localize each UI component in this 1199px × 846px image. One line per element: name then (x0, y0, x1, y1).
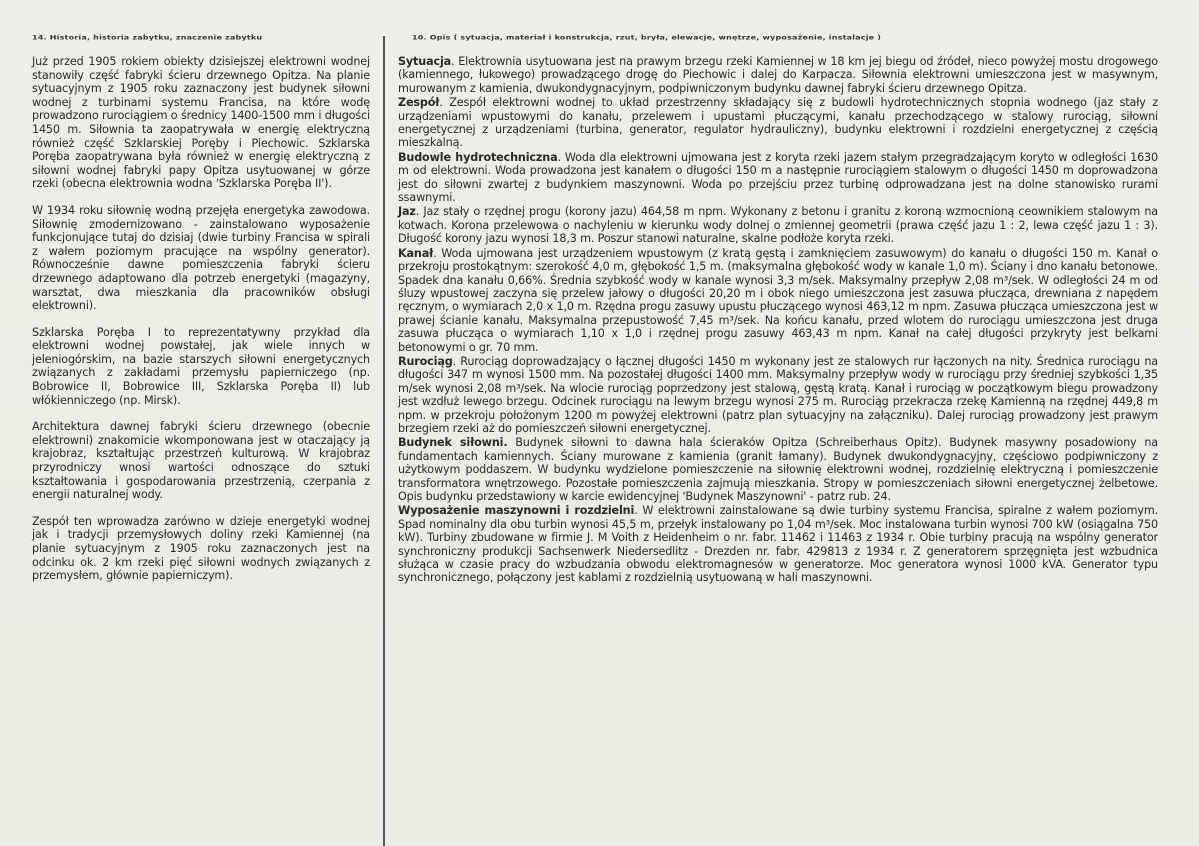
section-kanal (398, 247, 1158, 354)
section-text: . Rurociąg doprowadzający o łącznej długości 1450 m wykonany jest ze stalowych rur łączonych na nity. Średnica rurociągu na długości 347 m wynosi 1500 mm. Na pozostałej długości 1400 mm. Maksymalny przepływ wody w rurociągu przy średniej szybkości 1,35 m/sek wynosi 2,08 m³/sek. Na wlocie rurociąg poprzedzony jest stalową, gęstą kratą. Kanał i rurociąg w początkowym biegu prowadzony jest wzdłuż lewego brzegu. Odcinek rurociągu na lewym brzegu wynosi 275 m. Rurociąg przekracza rzekę Kamienną na rzędnej 449,8 m npm. w przekroju położonym 1200 m powyżej elektrowni (patrz plan sytuacyjny na załączniku). Dalej rurociąg prowadzony jest prawym brzegiem rzeki aż do pomieszczeń siłowni energetycznej. (398, 354, 1158, 435)
history-paragraph-3: Szklarska Poręba I to reprezentatywny przykład dla elektrowni wodnej powstałej, jak wiele innych w jeleniogórskim, na bazie starszych siłowni energetycznych związanych z zakładami przemysłu papierniczego (np. Bobrowice II, Bobrowice III, Szklarska Poręba II) lub włókienniczego (np. Mirsk). (32, 325, 370, 407)
section-wyposazenie (398, 504, 1158, 584)
history-paragraph-4: Architektura dawnej fabryki ścieru drzewnego (obecnie elektrowni) znakomicie wkomponowana jest w otaczający ją krajobraz, kształtując przestrzeń kulturową. W krajobraz przyrodniczy wnosi wartości odnoszące do sztuki kształtowania i gospodarowania przestrzenią, czerpania z energii naturalnej wody. (32, 420, 370, 502)
section-title: Zespół (398, 96, 440, 110)
section-title: Wyposażenie maszynowni i rozdzielni (398, 504, 635, 518)
section-title: Rurociąg (398, 354, 453, 368)
right-column-header: 10. Opis ( sytuacja, materiał i konstrukcja, rzut, bryła, elewacje, wnętrze, wyposażenie, instalacje ) (412, 34, 882, 41)
section-text: . W elektrowni zainstalowane są dwie turbiny systemu Francisa, spiralne z wałem poziomym. Spad nominalny dla obu turbin wynosi 45,5 m, przełyk instalowany po 1,04 m³/sek. Moc instalowana turbin wynosi 700 kW (osiągalna 750 kW). Turbiny zbudowane w firmie J. M Voith z Heidenheim o nr. fabr. 11462 i 11463 z 1934 r. Obie turbiny pracują na wspólny generator synchroniczny produkcji Sachsenwerk Niedersedlitz - Drezden nr. fabr. 429813 z 1934 r. Z generatorem sprzęgnięta jest wzbudnica służąca w czasie pracy do wzbudzania obwodu elektromagnesów w generatorze. Moc generatora wynosi 1000 kVA. Generator typu synchronicznego, połączony jest kablami z rozdzielnią usytuowaną w hali maszynowni. (398, 504, 1158, 585)
history-paragraph-5: Zespół ten wprowadza zarówno w dzieje energetyki wodnej jak i tradycji przemysłowych doliny rzeki Kamiennej (na planie sytuacyjnym z 1905 roku zaznaczonych jest na odcinku ok. 2 km rzeki pięć siłowni wodnych związanych z przemysłem, głównie papierniczym). (32, 514, 370, 583)
section-title: Sytuacja (398, 55, 452, 68)
section-title: Jaz (398, 205, 416, 219)
section-zespol (398, 96, 1158, 150)
section-jaz (398, 205, 1158, 245)
section-text: . Elektrownia usytuowana jest na prawym brzegu rzeki Kamiennej w 18 km jej biegu od źródeł, nieco powyżej mostu drogowego (kamiennego, łukowego) prowadzącego drogę do Piechowic i dalej do Karpacza. Siłownia elektrowni umieszczona jest w masywnym, murowanym z kamienia, dwukondygnacyjnym, podpiwniczonym budynku dawnej fabryki ścieru drzewnego Opitza. (398, 55, 1158, 95)
history-paragraph-1: Już przed 1905 rokiem obiekty dzisiejszej elektrowni wodnej stanowiły część fabryki ścieru drzewnego Opitza. Na planie sytuacyjnym z 1905 roku zaznaczony jest budynek siłowni wodnej z turbinami systemu Francisa, na które wodę prowadzono rurociągiem o średnicy 1400-1500 mm i długości 1450 m. Siłownia ta zaopatrywała w energię elektryczną również część Szklarskiej Poręby i Piechowic. Szklarska Poręba zaopatrywana była również w energię elektryczną z siłowni wodnej fabryki papy Opitza usytuowanej w górze rzeki (obecna elektrownia wodna 'Szklarska Poręba II'). (32, 55, 370, 191)
column-divider (383, 36, 385, 846)
section-text: . Woda ujmowana jest urządzeniem wpustowym (z kratą gęstą i zamknięciem zasuwowym) do kanału o długości 150 m. Kanał o przekroju prostokątnym: szerokość 4,0 m, głębokość 1,5 m. (maksymalna głębokość wody w kanale 1,0 m). Ściany i dno kanału betonowe. Spadek dna kanału 0,66%. Średnia szybkość wody w kanale wynosi 3,3 m/sek. Maksymalny przepływ 2,08 m³/sek. W odległości 24 m od śluzy wpustowej zaczyna się przelew jałowy o długości 20,20 m i obok niego umieszczona jest zasuwa płucząca, drewniana z napędem ręcznym, o wymiarach 2,0 x 1,0 m. Rzędna progu zasuwy upustu płuczącego wynosi 463,12 m npm. Zasuwa płucząca umieszczona jest w prawej ścianie kanału. Maksymalna przepustowość 7,45 m³/sek. Na końcu kanału, przed wlotem do rurociągu umieszczona jest druga zasuwa płucząca o wymiarach 1,10 x 1,0 i rzędnej progu zasuwy 463,43 m npm. Kanał na całej długości przykryty jest belkami betonowymi o gr. 70 mm. (398, 246, 1158, 354)
left-column (32, 34, 370, 596)
section-title: Budynek siłowni. (398, 436, 508, 450)
section-rurociag (398, 355, 1158, 435)
history-paragraph-2: W 1934 roku siłownię wodną przejęła energetyka zawodowa. Siłownię zmodernizowano - zainstalowano wyposażenie funkcjonujące tutaj do dzisiaj (dwie turbiny Francisa w spirali z wałem poziomym pracujące na wspólny generator). Równocześnie dawne pomieszczenia fabryki ścieru drzewnego adaptowano dla potrzeb energetyki (magazyny, warsztat, dwa mieszkania dla pracowników obsługi elektrowni). (32, 203, 370, 313)
section-text: . Zespół elektrowni wodnej to układ przestrzenny składający się z budowli hydrotechnicznych stopnia wodnego (jaz stały z urządzeniami wpustowymi do kanału, przelewem i upustami płuczącymi, kanału przechodzącego w stalowy rurociąg, siłowni energetycznej z urządzeniami (turbina, generator, regulator hydrauliczny), budynku elektrowni i rozdzielni energetycznej z częścią mieszkalną. (398, 96, 1158, 150)
left-column-header: 14. Historia, historia zabytku, znaczenie zabytku (32, 34, 263, 41)
section-budowle-hydrotechniczne (398, 151, 1158, 205)
section-title: Budowle hydrotechniczna (398, 150, 558, 164)
section-sytuacja (398, 55, 1158, 95)
section-text: Budynek siłowni to dawna hala ścieraków Opitza (Schreiberhaus Opitz). Budynek masywny posadowiony na fundamentach kamiennych. Ściany murowane z kamienia (granit łamany). Budynek dwukondygnacyjny, częściowo podpiwniczony z użytkowym poddaszem. W budynku wydzielone pomieszczenie na siłownię elektrowni wodnej, rozdzielnię elektryczną i pomieszczenie transformatora wnętrzowego. Pozostałe pomieszczenia zajmują mieszkania. Stropy w pomieszczeniach siłowni energetycznej żelbetowe. Opis budynku przedstawiony w karcie ewidencyjnej 'Budynek Maszynowni' - patrz rub. 24. (398, 436, 1159, 503)
section-budynek-silowni (398, 436, 1158, 503)
section-title: Kanał (398, 246, 434, 260)
section-text: . Jaz stały o rzędnej progu (korony jazu) 464,58 m npm. Wykonany z betonu i granitu z koroną wzmocnioną ceownikiem stalowym na kotwach. Korona przelewowa o nachyleniu w kierunku wody dolnej o zmiennej geometrii (prawa część jazu 1 : 2, lewa część jazu 1 : 3). Długość korony jazu wynosi 18,3 m. Poszur stanowi naturalne, skalne podłoże koryta rzeki. (398, 205, 1158, 246)
right-column (398, 34, 1158, 586)
section-text: . Woda dla elektrowni ujmowana jest z koryta rzeki jazem stałym przegradzającym koryto w odległości 1630 m od elektrowni. Woda prowadzona jest kanałem o długości 150 m a następnie rurociągiem stalowym o długości 1450 m doprowadzona jest do siłowni zwartej z budynkiem maszynowni. Woda po przejściu przez turbinę odprowadzana jest na dolne stanowisko rurami ssawnymi. (398, 150, 1158, 205)
